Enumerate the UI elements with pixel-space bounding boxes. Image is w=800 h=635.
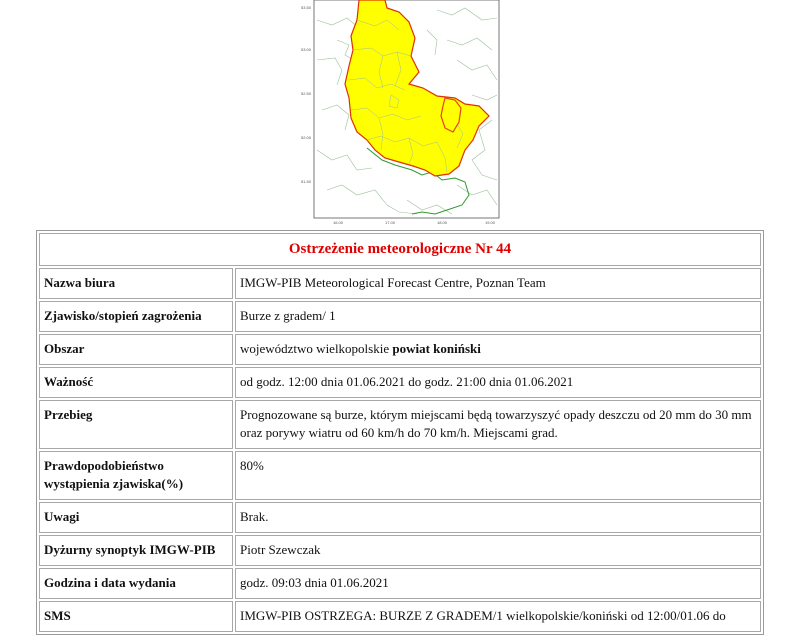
row-label-validity: Ważność (39, 367, 233, 398)
row-value-validity: od godz. 12:00 dnia 01.06.2021 do godz. 21:00 dnia 01.06.2021 (235, 367, 761, 398)
row-value-phenomenon: Burze z gradem/ 1 (235, 301, 761, 332)
table-title-row (39, 233, 761, 266)
table-row (39, 451, 761, 500)
warning-table (36, 230, 764, 635)
row-label-remarks: Uwagi (39, 502, 233, 533)
row-value-probability: 80% (235, 451, 761, 500)
map-svg (287, 0, 517, 224)
row-label-area: Obszar (39, 334, 233, 365)
row-value-office: IMGW-PIB Meteorological Forecast Centre, Poznan Team (235, 268, 761, 299)
table-row (39, 268, 761, 299)
lon-label: 18.00 (437, 220, 448, 224)
table-row (39, 568, 761, 599)
warning-map (287, 0, 517, 224)
table-row (39, 535, 761, 566)
row-label-course: Przebieg (39, 400, 233, 449)
warning-title: Ostrzeżenie meteorologiczne Nr 44 (39, 233, 761, 266)
lat-label: 53.00 (301, 47, 312, 52)
lat-label: 51.50 (301, 179, 312, 184)
area-voivodeship: województwo wielkopolskie (240, 341, 390, 356)
area-county: powiat koniński (392, 341, 481, 356)
row-value-forecaster: Piotr Szewczak (235, 535, 761, 566)
row-label-issued: Godzina i data wydania (39, 568, 233, 599)
lat-label: 52.00 (301, 135, 312, 140)
lat-label: 52.50 (301, 91, 312, 96)
table-row (39, 367, 761, 398)
row-value-course: Prognozowane są burze, którym miejscami będą towarzyszyć opady deszczu od 20 mm do 30 mm oraz porywy wiatru od 60 km/h do 70 km/h. Miejscami grad. (235, 400, 761, 449)
lon-label: 16.00 (333, 220, 344, 224)
row-value-sms: IMGW-PIB OSTRZEGA: BURZE Z GRADEM/1 wielkopolskie/koniński od 12:00/01.06 do (235, 601, 761, 632)
row-label-probability: Prawdopodobieństwo wystąpienia zjawiska(%) (39, 451, 233, 500)
row-label-phenomenon: Zjawisko/stopień zagrożenia (39, 301, 233, 332)
row-value-area (235, 334, 761, 365)
table-row (39, 400, 761, 449)
row-value-remarks: Brak. (235, 502, 761, 533)
row-value-issued: godz. 09:03 dnia 01.06.2021 (235, 568, 761, 599)
lat-label: 53.50 (301, 5, 312, 10)
row-label-forecaster: Dyżurny synoptyk IMGW-PIB (39, 535, 233, 566)
row-label-office: Nazwa biura (39, 268, 233, 299)
row-label-sms: SMS (39, 601, 233, 632)
table-row (39, 601, 761, 632)
lon-label: 19.00 (485, 220, 496, 224)
table-row (39, 301, 761, 332)
table-row (39, 334, 761, 365)
table-row (39, 502, 761, 533)
lon-label: 17.00 (385, 220, 396, 224)
